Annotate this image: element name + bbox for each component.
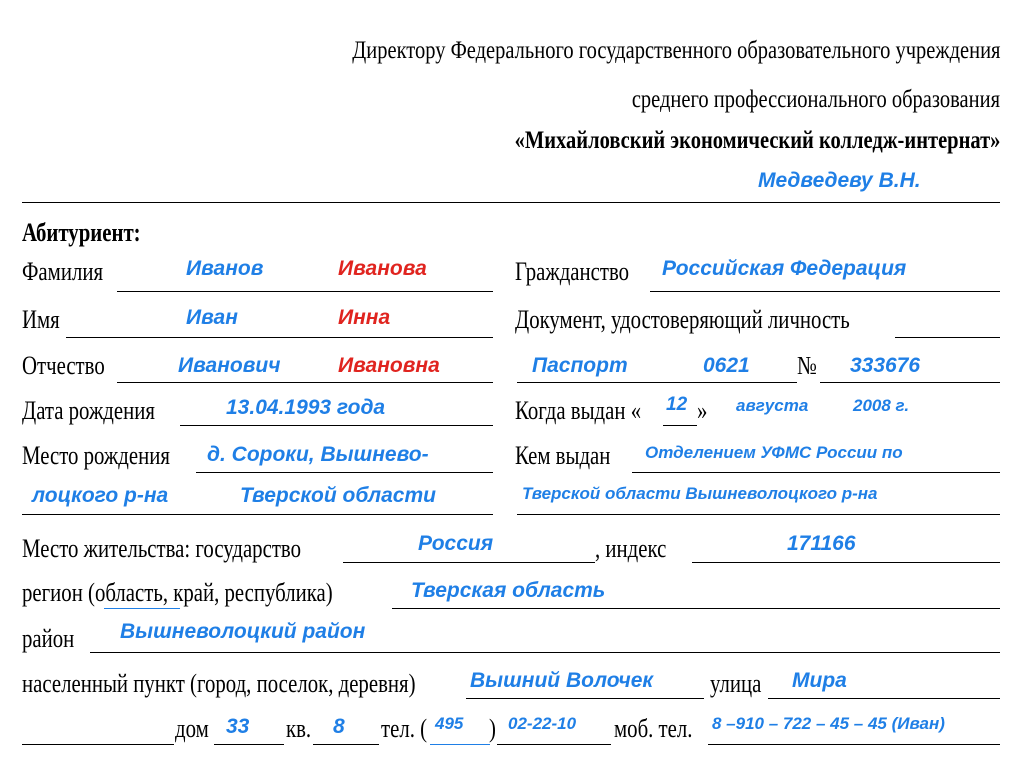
region-oblast-underline: [104, 608, 180, 609]
district-value[interactable]: Вышневолоцкий район: [120, 620, 366, 643]
region-line: [392, 608, 1000, 609]
street-line: [768, 698, 1000, 699]
birth-date-label: Дата рождения: [22, 396, 155, 425]
district-line: [90, 652, 1000, 653]
issued-by-value-2[interactable]: Тверской области Вышневолоцкого р-на: [522, 484, 878, 503]
id-document-line: [895, 337, 1000, 338]
issued-when-close-quote: »: [697, 396, 708, 425]
director-line: [22, 202, 1000, 203]
postal-index-value[interactable]: 171166: [787, 532, 856, 555]
residence-country-label: Место жительства: государство: [22, 534, 301, 563]
country-value[interactable]: Россия: [418, 532, 494, 555]
birth-place-line-2: [22, 514, 493, 515]
mobile-line: [708, 744, 1000, 745]
patronymic-line: [117, 382, 493, 383]
name-value-female[interactable]: Инна: [338, 306, 391, 329]
issue-day-line: [663, 425, 697, 426]
issued-by-line-1: [632, 472, 1000, 473]
region-value[interactable]: Тверская область: [411, 579, 606, 602]
issued-when-label: Когда выдан «: [515, 396, 642, 425]
patronymic-value-female[interactable]: Ивановна: [338, 354, 440, 377]
passport-type-value[interactable]: Паспорт: [532, 354, 628, 377]
section-title: Абитуриент:: [22, 218, 141, 247]
index-label: , индекс: [595, 534, 667, 563]
header-line-1: Директору Федерального государственного образовательного учреждения: [351, 37, 1000, 64]
birth-date-value[interactable]: 13.04.1993 года: [226, 396, 386, 419]
id-document-label: Документ, удостоверяющий личность: [515, 305, 850, 334]
surname-value-female[interactable]: Иванова: [338, 257, 427, 280]
name-value-male[interactable]: Иван: [186, 306, 238, 329]
surname-value-male[interactable]: Иванов: [186, 257, 264, 280]
passport-number-value[interactable]: 333676: [850, 354, 921, 377]
surname-label: Фамилия: [22, 257, 104, 286]
address-lead-line: [22, 744, 174, 745]
name-label: Имя: [22, 305, 60, 334]
apartment-line: [313, 744, 379, 745]
header-college-name: «Михайловский экономический колледж-интернат»: [514, 127, 1000, 154]
birth-place-value-3[interactable]: Тверской области: [240, 484, 436, 507]
street-value[interactable]: Мира: [792, 669, 847, 692]
issue-year-value[interactable]: 2008 г.: [853, 396, 910, 415]
passport-number-line: [820, 382, 1000, 383]
citizenship-line: [650, 291, 1000, 292]
issued-by-line-2: [517, 514, 1000, 515]
phone-label: тел. (: [381, 714, 428, 743]
passport-series-line: [517, 382, 797, 383]
country-line: [343, 562, 595, 563]
district-label: район: [22, 624, 75, 653]
phone-code-value[interactable]: 495: [435, 714, 464, 733]
patronymic-label: Отчество: [22, 351, 105, 380]
region-label: регион (область, край, республика): [22, 578, 333, 607]
issue-month-value[interactable]: августа: [736, 396, 809, 415]
phone-number-value[interactable]: 02-22-10: [508, 714, 577, 733]
apartment-label: кв.: [286, 714, 312, 743]
phone-code-underline: [430, 744, 490, 745]
birth-place-label: Место рождения: [22, 441, 170, 470]
settlement-value[interactable]: Вышний Волочек: [470, 669, 654, 692]
house-value[interactable]: 33: [226, 715, 250, 738]
number-sign: №: [797, 351, 817, 380]
birth-place-line-1: [196, 472, 493, 473]
mobile-value[interactable]: 8 –910 – 722 – 45 – 45 (Иван): [712, 714, 945, 733]
settlement-label: населенный пункт (город, поселок, деревня): [22, 669, 416, 698]
index-line: [692, 562, 1000, 563]
issued-by-value-1[interactable]: Отделением УФМС России по: [645, 443, 903, 462]
birth-place-value-2[interactable]: лоцкого р-на: [32, 484, 169, 507]
birth-date-line: [180, 425, 493, 426]
citizenship-label: Гражданство: [515, 257, 630, 286]
patronymic-value-male[interactable]: Иванович: [178, 354, 281, 377]
birth-place-value-1[interactable]: д. Сороки, Вышнево-: [207, 443, 429, 466]
surname-line: [117, 291, 493, 292]
header-line-2: среднего профессионального образования: [631, 86, 1000, 113]
phone-close-paren: ): [489, 714, 496, 743]
settlement-line: [466, 698, 704, 699]
citizenship-value[interactable]: Российская Федерация: [662, 257, 907, 280]
house-label: дом: [175, 714, 209, 743]
street-label: улица: [710, 669, 762, 698]
apartment-value[interactable]: 8: [333, 715, 345, 738]
issued-by-label: Кем выдан: [515, 441, 611, 470]
phone-line: [497, 744, 611, 745]
passport-series-value[interactable]: 0621: [703, 354, 750, 377]
name-line: [66, 337, 493, 338]
issue-day-value[interactable]: 12: [666, 394, 688, 415]
mobile-label: моб. тел.: [614, 714, 693, 743]
house-line: [214, 744, 284, 745]
director-name: Медведеву В.Н.: [758, 169, 921, 192]
